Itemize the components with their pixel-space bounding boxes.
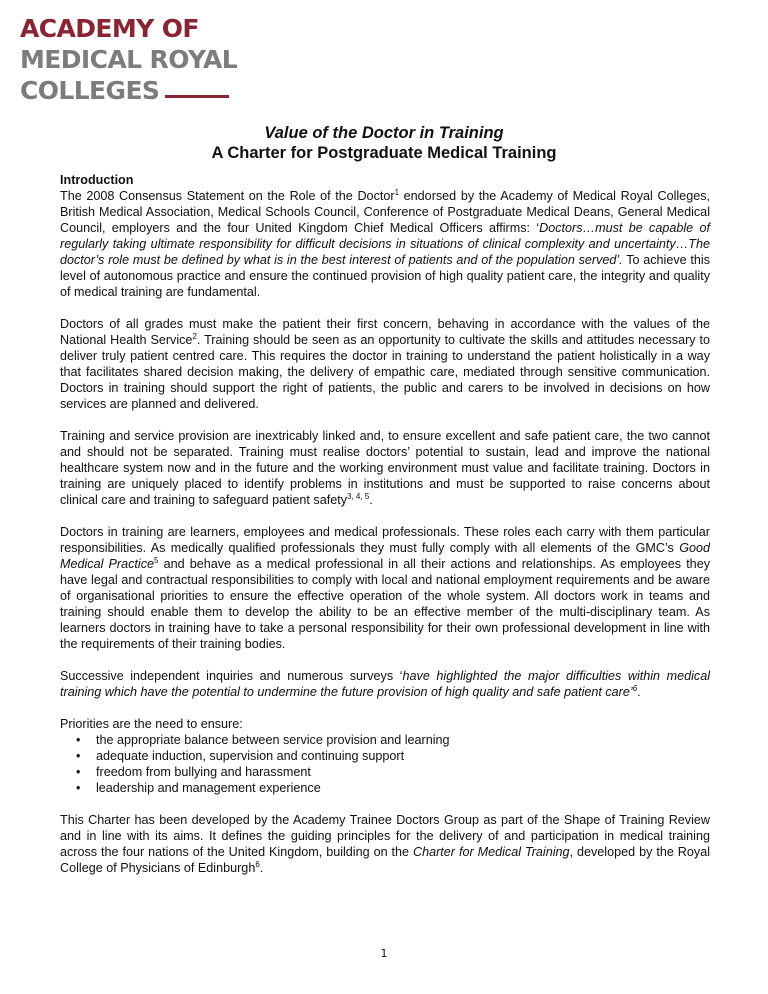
title-line-1: Value of the Doctor in Training [264, 124, 504, 142]
paragraph-inquiries: Successive independent inquiries and numerous surveys ‘have highlighted the major difficulties within medical training which have the potential to undermine the future provision of high quality and safe patient care’$^6$. [60, 669, 711, 699]
priorities-list [60, 732, 710, 796]
paragraph-training-service: Training and service provision are inextricably linked and, to ensure excellent and safe patient care, the two cannot and should not be separated. Training must realise doctors’ potential to sustain, lead and improve the national healthcare system now and in the future and the working environment must value and facilitate training. Doctors in training are uniquely placed to identify problems in institutions and must be supported to raise concerns about clinical care and training to safeguard patient safety$^{3, 4, 5}$. [60, 429, 710, 507]
list-item: • leadership and management experience [96, 780, 710, 796]
academy-logo [20, 13, 237, 106]
page-number: 1 [380, 947, 388, 960]
list-item: • freedom from bullying and harassment [96, 764, 710, 780]
introduction-heading: Introduction [60, 173, 134, 187]
title-line-2: A Charter for Postgraduate Medical Training [211, 144, 557, 162]
list-item: • the appropriate balance between service provision and learning [96, 732, 710, 748]
document-title [0, 123, 768, 163]
priorities-lead: Priorities are the need to ensure: [60, 717, 243, 731]
logo-line-2: MEDICAL ROYAL [20, 45, 238, 74]
paragraph-patient-concern: Doctors of all grades must make the patient their first concern, behaving in accordance with the values of the National Health Service$^2$. Training should be seen as an opportunity to cultivate the skills and attitudes necessary to deliver truly patient centred care. This requires the doctor in training to understand the patient holistically in a way that facilitates shared decision making, the delivery of empathic care, mediated through sensitive communication. Doctors in training should support the right of patients, the public and carers to be involved in decisions on how services are planned and delivered. [60, 317, 710, 411]
paragraph-charter: This Charter has been developed by the Academy Trainee Doctors Group as part of the Shape of Training Review and in line with its aims. It defines the guiding principles for the delivery of and participation in medical training across the four nations of the United Kingdom, building on the Charter for Medical Training, developed by the Royal College of Physicians of Edinburgh$^6$. [60, 813, 710, 875]
logo-line-3: COLLEGES [20, 75, 237, 106]
paragraph-introduction: The 2008 Consensus Statement on the Role of the Doctor$^1$ endorsed by the Academy of Medical Royal Colleges, British Medical Association, Medical Schools Council, Conference of Postgraduate Medical Deans, General Medical Council, employers and the four United Kingdom Chief Medical Officers affirms: ‘Doctors…must be capable of regularly taking ultimate responsibility for difficult decisions in situations of clinical complexity and uncertainty…The doctor’s role must be defined by what is in the best interest of patients and of the population served’. To achieve this level of autonomous practice and ensure the continued provision of high quality patient care, the integrity and quality of medical training are fundamental. [60, 187, 710, 299]
list-item: • adequate induction, supervision and continuing support [96, 748, 710, 764]
document-body [60, 172, 710, 892]
logo-line-1: ACADEMY OF [20, 14, 199, 43]
paragraph-roles: Doctors in training are learners, employees and medical professionals. These roles each carry with them particular responsibilities. As medically qualified professionals they must fully comply with all elements of the GMC’s Good Medical Practice$^5$ and behave as a medical professional in all their actions and relationships. As employees they have legal and contractual responsibilities to comply with local and national employment requirements and be aware of organisational priorities to ensure the effective operation of the whole system. All doctors work in teams and training should enable them to develop the ability to be an effective member of the multi-disciplinary team. As learners doctors in training have to take a personal responsibility for their own professional development in line with the requirements of their training bodies. [60, 525, 710, 651]
logo-rule [165, 95, 229, 98]
